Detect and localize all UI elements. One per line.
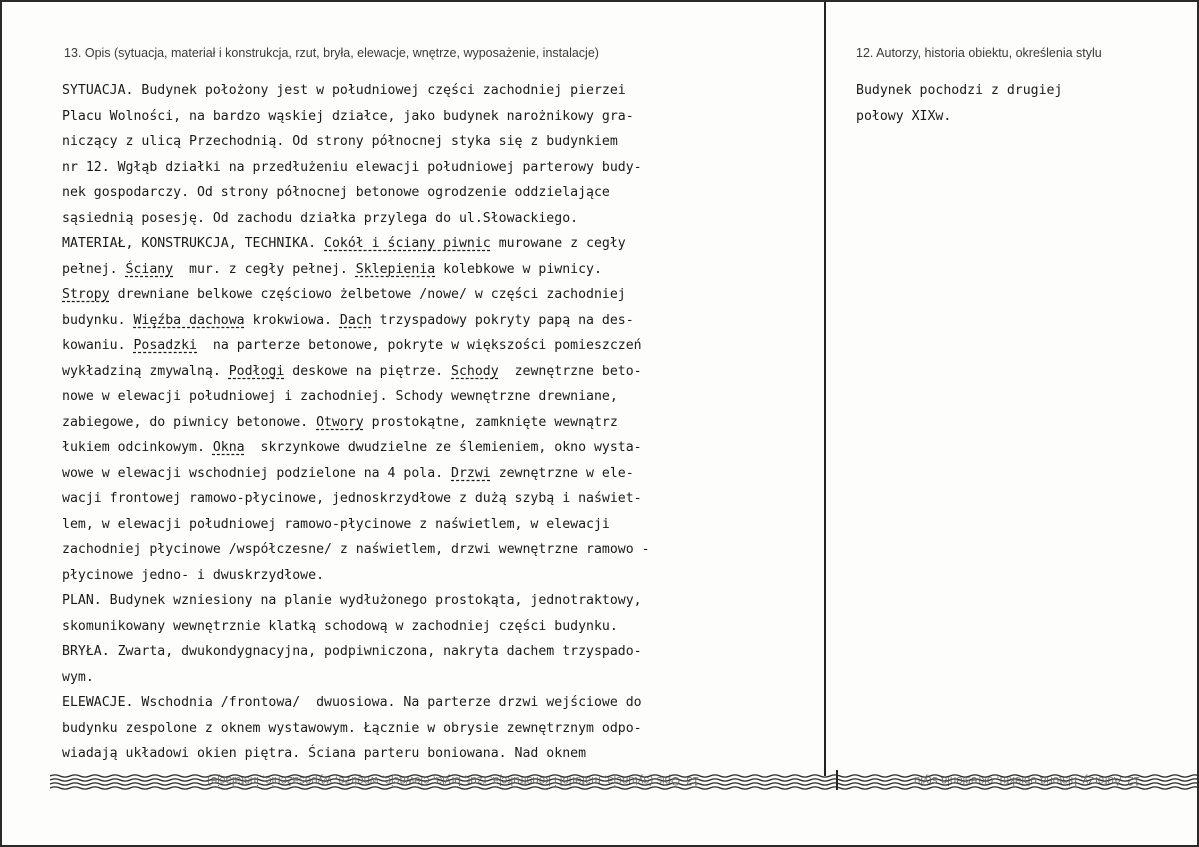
text-segment: Placu Wolności, na bardzo wąskiej działce, jako budynek narożnikowy gra- <box>62 108 634 124</box>
underlined-term: Dach <box>339 312 372 328</box>
description-line <box>62 384 822 410</box>
text-segment: SYTUACJA. Budynek położony jest w południowej części zachodniej pierzei <box>62 83 626 98</box>
text-segment: wacji frontowej ramowo-płycinowe, jednoskrzydłowe z dużą szybą i naświet- <box>62 491 642 506</box>
description-line <box>62 461 822 487</box>
description-line <box>62 155 822 181</box>
description-line <box>62 180 822 206</box>
description-line <box>62 486 822 512</box>
text-segment: nr 12. Wgłąb działki na przedłużeniu elewacji południowej parterowy budy- <box>62 159 642 175</box>
section-13-header: 13. Opis (sytuacja, materiał i konstrukcja, rzut, bryła, elewacje, wnętrze, wyposażenie, instalacje) <box>64 46 599 60</box>
text-segment: lem, w elewacji południowej ramowo-płycinowe z naświetlem, w elewacji <box>62 516 610 532</box>
wave-line <box>50 787 1199 789</box>
section-12-header: 12. Autorzy, historia obiektu, określenia stylu <box>856 46 1102 60</box>
text-segment: skomunikowany wewnętrznie klatką schodową w zachodniej części budynku. <box>62 618 618 634</box>
text-segment: zachodniej płycinowe /współczesne/ z naświetlem, drzwi wewnętrzne ramowo - <box>62 542 650 557</box>
underlined-term: Schody <box>451 363 499 379</box>
description-line <box>62 537 822 563</box>
text-segment: kowaniu. <box>62 338 134 353</box>
underlined-term: Więźba dachowa <box>133 312 245 328</box>
text-segment: zewnętrzne w ele- <box>490 465 634 481</box>
text-segment: ELEWACJE. Wschodnia /frontowa/ dwuosiowa. Na parterze drzwi wejściowe do <box>62 695 642 710</box>
text-segment: płycinowe jedno- i dwuskrzydłowe. <box>62 567 325 583</box>
text-segment: PLAN. Budynek wzniesiony na planie wydłużonego prostokąta, jednotraktowy, <box>62 593 642 608</box>
underlined-term: Okna <box>212 440 245 455</box>
description-line <box>62 690 822 716</box>
text-segment: drewniane belkowe częściowo żelbetowe /nowe/ w części zachodniej <box>109 287 626 302</box>
description-text <box>62 78 822 767</box>
underlined-term: Sklepienia <box>355 261 436 277</box>
underlined-term: Drzwi <box>451 465 491 481</box>
description-line <box>62 308 822 334</box>
text-segment: budynku. <box>62 312 134 328</box>
text-segment: nowe w elewacji południowej i zachodniej. Schody wewnętrzne drewniane, <box>62 389 618 404</box>
underlined-term: Podłogi <box>228 363 285 379</box>
underlined-term: Cokół i ściany piwnic <box>324 236 491 251</box>
description-line <box>62 716 822 742</box>
description-line <box>62 741 822 767</box>
description-line <box>62 665 822 691</box>
text-segment: mur. z cegły pełnej. <box>173 261 356 277</box>
description-line <box>62 78 822 104</box>
text-segment: budynku zespolone z oknem wystawowym. Łącznie w obrysie zewnętrznym odpo- <box>62 720 642 736</box>
description-line <box>62 410 822 436</box>
underlined-term: Otwory <box>316 414 364 430</box>
description-line <box>62 639 822 665</box>
history-line: połowy XIXw. <box>856 108 952 124</box>
text-segment: nek gospodarczy. Od strony północnej betonowe ogrodzenie oddzielające <box>62 185 610 200</box>
mirrored-section-12-header: 12. Autorzy, historia obiektu, określenia stylu <box>914 774 1141 786</box>
description-line <box>62 512 822 538</box>
text-segment: wowe w elewacji wschodniej podzielone na 4 pola. <box>62 465 452 481</box>
underlined-term: Posadzki <box>133 338 197 353</box>
description-line <box>62 231 822 257</box>
description-line <box>62 614 822 640</box>
text-segment: wiadają układowi okien piętra. Ściana parteru boniowana. Nad oknem <box>62 746 587 761</box>
description-line <box>62 282 822 308</box>
mirrored-section-13-header: 13. Opis (sytuacja, materiał i konstrukcja, rzut, bryła, elewacje, wnętrze, wyposażenie, instalacje) <box>207 774 700 786</box>
underlined-term: Ściany <box>125 261 174 277</box>
text-segment: na parterze betonowe, pokryte w większości pomieszczeń <box>197 338 642 353</box>
description-line <box>62 563 822 589</box>
text-segment: zewnętrzne beto- <box>498 363 642 379</box>
text-segment: sąsiednią posesję. Od zachodu działka przylega do ul.Słowackiego. <box>62 210 579 226</box>
text-segment: BRYŁA. Zwarta, dwukondygnacyjna, podpiwniczona, nakryta dachem trzyspado- <box>62 644 642 659</box>
description-line <box>62 359 822 385</box>
text-segment: zabiegowe, do piwnicy betonowe. <box>62 414 317 430</box>
description-line <box>62 129 822 155</box>
text-segment: deskowe na piętrze. <box>284 363 452 379</box>
text-segment: łukiem odcinkowym. <box>62 440 213 455</box>
description-line <box>62 435 822 461</box>
text-segment: skrzynkowe dwudzielne ze ślemieniem, okno wysta- <box>244 440 642 455</box>
description-line <box>62 104 822 130</box>
history-text <box>856 78 1176 129</box>
text-segment: prostokątne, zamknięte wewnątrz <box>363 414 618 430</box>
text-segment: krokwiowa. <box>244 312 340 328</box>
column-divider <box>824 2 826 776</box>
description-line <box>62 257 822 283</box>
text-segment: MATERIAŁ, KONSTRUKCJA, TECHNIKA. <box>62 236 325 251</box>
history-line: Budynek pochodzi z drugiej <box>856 83 1063 98</box>
description-line <box>62 333 822 359</box>
text-segment: wykładziną zmywalną. <box>62 363 229 379</box>
text-segment: kolebkowe w piwnicy. <box>435 261 602 277</box>
text-segment: wym. <box>62 669 94 685</box>
text-segment: murowane z cegły <box>490 236 626 251</box>
description-line <box>62 588 822 614</box>
text-segment: pełnej. <box>62 261 126 277</box>
text-segment: niczący z ulicą Przechodnią. Od strony północnej styka się z budynkiem <box>62 134 618 149</box>
description-line <box>62 206 822 232</box>
text-segment: trzyspadowy pokryty papą na des- <box>371 312 634 328</box>
underlined-term: Stropy <box>62 287 110 302</box>
